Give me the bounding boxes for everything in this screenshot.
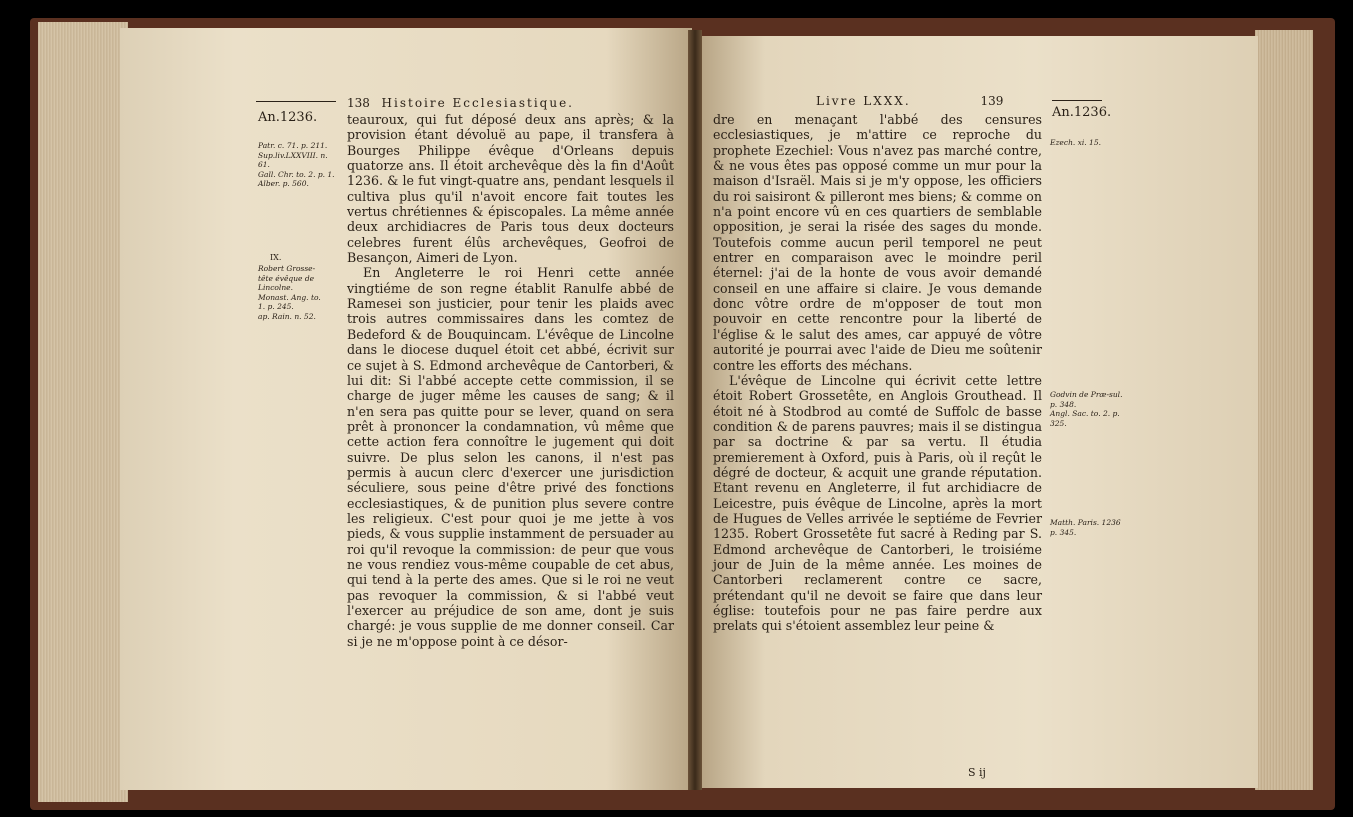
right-year-rule [1052, 100, 1102, 101]
right-margin-note-2: Godvin de Præ-sul. p. 348. Angl. Sac. to. 2. p. 325. [1050, 390, 1123, 428]
left-year: An.1236. [258, 110, 318, 125]
year-rule [256, 101, 336, 102]
right-running-title: Livre LXXX. [816, 94, 911, 108]
left-page-number: 138 [347, 96, 370, 110]
signature-mark: S ij [968, 766, 986, 779]
page-edges-left [38, 22, 128, 802]
left-paragraph-2: En Angleterre le roi Henri cette année vingtiéme de son regne établit Ranulfe abbé de Ramesei son justicier, pour tenir les plaids avec trois autres commissaires dans les comtez de Bedeford & de Bouquincam. L'évêque de Lincolne dans le diocese duquel étoit cet abbé, écrivit sur ce sujet à S. Edmond archevêque de Cantorberi, & lui dit: Si l'abbé accepte cette commission, il se charge de juger même les causes de sang; & il n'en sera pas quitte pour se lever, quand on sera prêt à prononcer la condamnation, vû même que cette action fera connoître le jugement qui doit suivre. De plus selon les canons, il n'est pas permis à aucun clerc d'exercer une jurisdiction séculiere, sous peine d'être privé des fonctions ecclesiastiques, & de punition plus severe contre les religieux. C'est pour quoi je me jette à vos pieds, & vous supplie instamment de persuader au roi qu'il revoque la commission: de peur que vous ne vous rendiez vous-même coupable de cet abus, qui tend à la perte des ames. Que si le roi ne veut pas revoquer la commission, & si l'abbé veut l'exercer au préjudice de son ame, dont je suis chargé: je vous supplie de me donner conseil. Car si je ne m'oppose point à ce désor- [347, 265, 674, 649]
right-margin-note-3: Matth. Paris. 1236 p. 345. [1050, 518, 1121, 537]
right-year: An.1236. [1052, 105, 1112, 120]
right-body-text [713, 112, 1042, 634]
left-margin-note-2-label: IX. [270, 253, 282, 262]
right-running-head [816, 94, 1003, 108]
left-margin-note-1: Patr. c. 71. p. 211. Sup.liv.LXXVIII. n. 61. Gall. Chr. to. 2. p. 1. Alber. p. 560. [258, 141, 335, 188]
left-margin-note-2: Robert Grosse-tête évêque de Lincolne. Monast. Ang. to. 1. p. 245. ap. Rain. n. 52. [258, 264, 321, 321]
left-paragraph-1: teauroux, qui fut déposé deux ans après; & la provision étant dévoluë au pape, il transfera à Bourges Philippe évêque d'Orleans depuis quatorze ans. Il étoit archevêque dès la fin d'Août 1236. & le fut vingt-quatre ans, pendant lesquels il cultiva plus qu'il n'avoit encore fait toutes les vertus chrétiennes & épiscopales. La même année deux archidiacres de Paris tous deux docteurs celebres furent élûs archevêques, Geofroi de Besançon, Aimeri de Lyon. [347, 112, 674, 266]
right-page-number: 139 [980, 94, 1004, 108]
left-running-head [347, 96, 574, 110]
right-paragraph-1: dre en menaçant l'abbé des censures ecclesiastiques, je m'attire ce reproche du prophete Ezechiel: Vous n'avez pas marché contre, & ne vous êtes pas opposé comme un mur pour la maison d'Israël. Mais si je m'y oppose, les officiers du roi saisiront & pilleront mes biens; & comme on n'a point encore vû en ces quartiers de semblable opposition, je serai la risée des sages du monde. Toutefois comme aucun peril temporel ne peut entrer en comparaison avec le moindre peril éternel: j'ai de la honte de vous avoir demandé conseil en une affaire si claire. Je vous demande donc vôtre ordre de m'opposer de tout mon pouvoir en cette rencontre pour la liberté de l'église & le salut des ames, car appuyé de vôtre autorité je pourrai avec l'aide de Dieu me soûtenir contre les efforts des méchans. [713, 112, 1042, 373]
left-running-title: Histoire Ecclesiastique. [381, 96, 574, 110]
left-body-text [347, 112, 674, 649]
book-gutter [688, 30, 702, 790]
right-margin-note-1: Ezech. xi. 15. [1050, 138, 1101, 147]
page-edges-right [1255, 30, 1313, 790]
right-paragraph-2: L'évêque de Lincolne qui écrivit cette lettre étoit Robert Grossetête, en Anglois Grouthead. Il étoit né à Stodbrod au comté de Suffolc de basse condition & de parens pauvres; mais il se distingua par sa doctrine & par sa vertu. Il étudia premierement à Oxford, puis à Paris, où il reçût le dégré de docteur, & acquit une grande réputation. Etant revenu en Angleterre, il fut archidiacre de Leicestre, puis évêque de Lincolne, après la mort de Hugues de Velles arrivée le septiéme de Fevrier 1235. Robert Grossetête fut sacré à Reding par S. Edmond archevêque de Cantorberi, le troisiéme jour de Juin de la même année. Les moines de Cantorberi reclamerent contre ce sacre, prétendant qu'il ne devoit se faire que dans leur église: toutefois pour ne pas faire perdre aux prelats qui s'étoient assemblez leur peine & [713, 372, 1042, 634]
